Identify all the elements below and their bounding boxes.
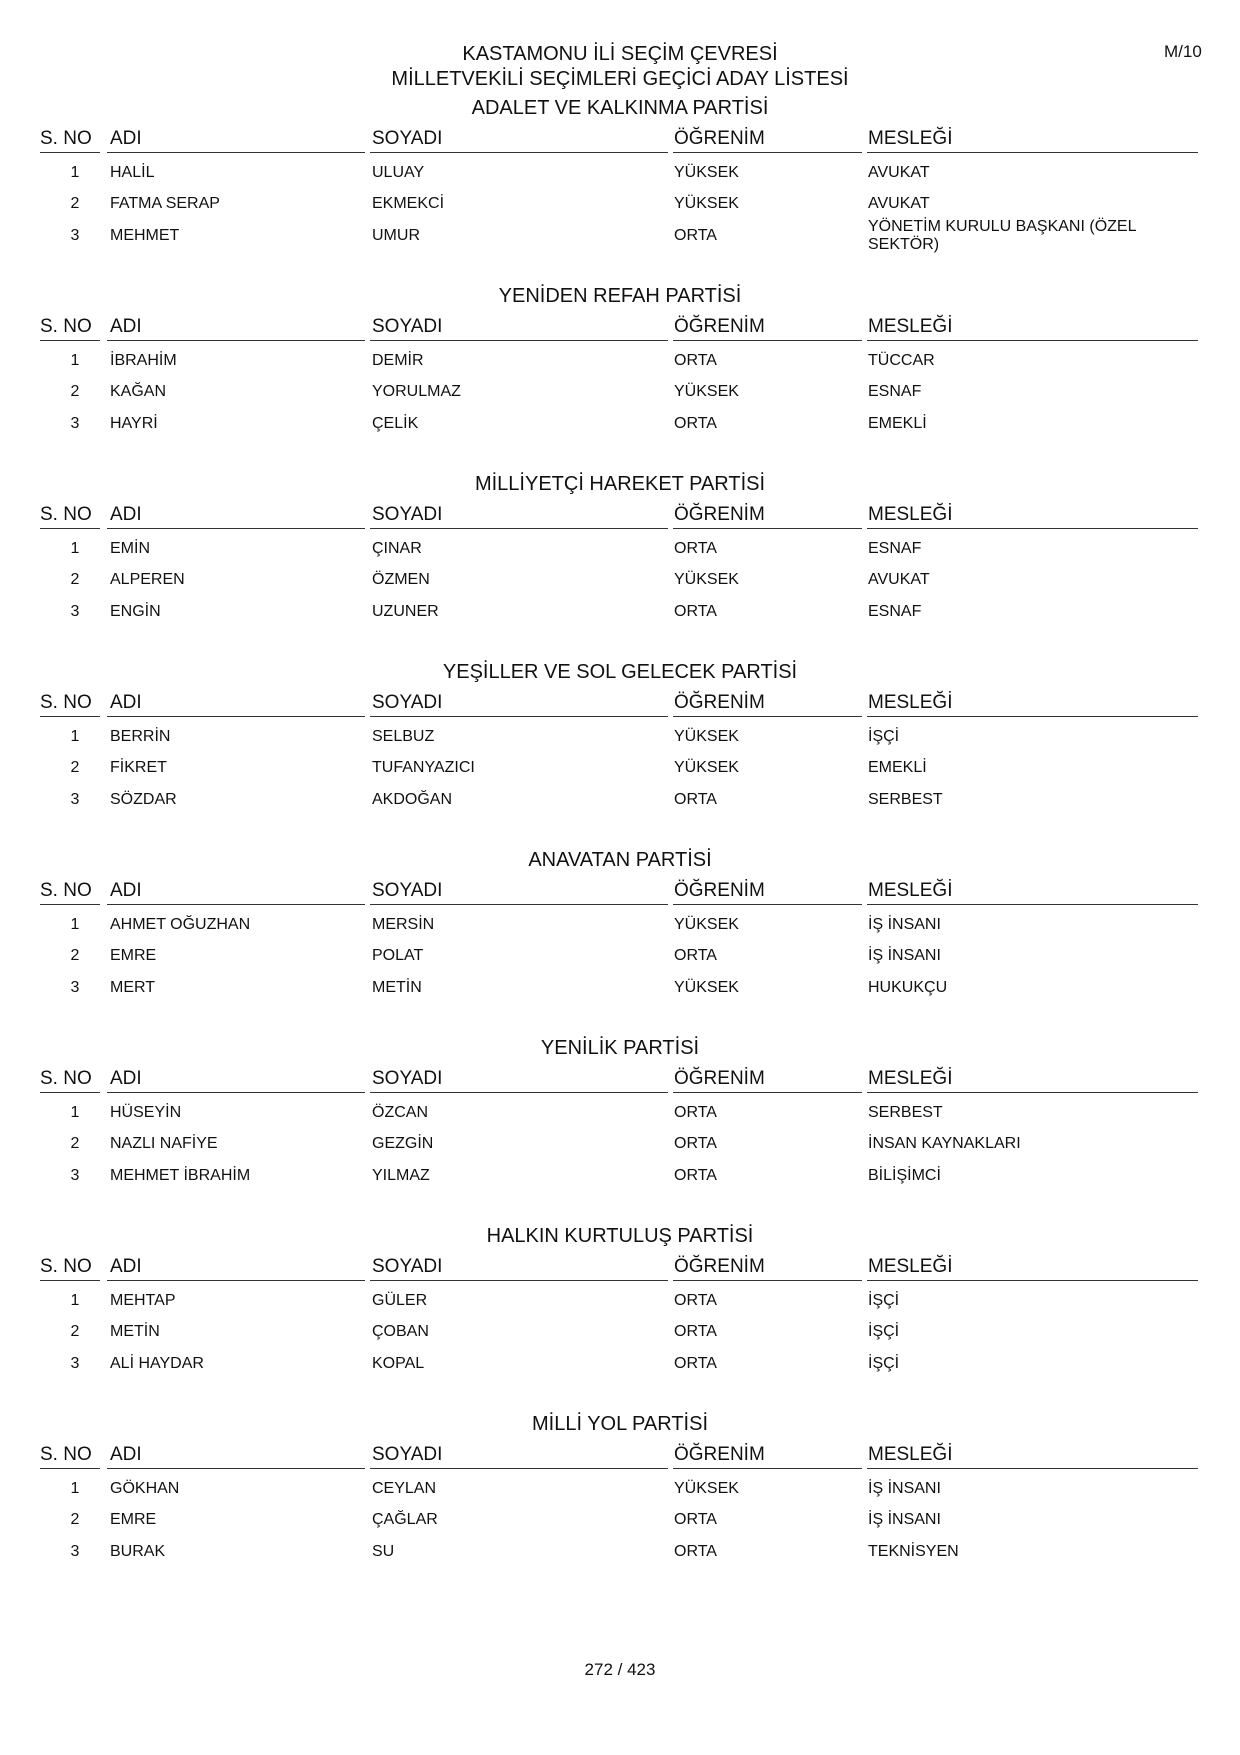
profession: TÜCCAR (868, 352, 935, 369)
education-level: ORTA (674, 540, 717, 557)
profession: İŞ İNSANI (868, 1480, 941, 1497)
header-underline (107, 1092, 365, 1093)
header-underline (107, 528, 365, 529)
row-number: 2 (70, 1323, 80, 1340)
header-underline (40, 904, 100, 905)
candidate-surname: DEMİR (372, 352, 424, 369)
column-header: MESLEĞİ (868, 1444, 953, 1465)
profession: İŞ İNSANI (868, 1511, 941, 1528)
table-row (0, 565, 1240, 595)
header-underline (107, 904, 365, 905)
table-row (0, 1537, 1240, 1567)
row-number: 3 (70, 1167, 80, 1184)
education-level: YÜKSEK (674, 383, 739, 400)
header-underline (673, 152, 862, 153)
table-row (0, 1317, 1240, 1347)
profession: AVUKAT (868, 571, 930, 588)
column-header: ADI (110, 880, 142, 901)
column-header: SOYADI (372, 1444, 443, 1465)
party-title: YENİLİK PARTİSİ (540, 1037, 700, 1059)
education-level: YÜKSEK (674, 728, 739, 745)
row-number: 1 (70, 164, 80, 181)
education-level: YÜKSEK (674, 979, 739, 996)
table-row (0, 722, 1240, 752)
row-number: 1 (70, 352, 80, 369)
row-number: 2 (70, 571, 80, 588)
candidate-surname: YORULMAZ (372, 383, 461, 400)
header-underline (867, 1468, 1198, 1469)
header-underline (40, 1468, 100, 1469)
table-header (0, 688, 1240, 720)
column-header: ADI (110, 1068, 142, 1089)
row-number: 3 (70, 415, 80, 432)
party-title: ANAVATAN PARTİSİ (528, 849, 712, 871)
table-row (0, 753, 1240, 783)
education-level: ORTA (674, 227, 717, 244)
profession: EMEKLİ (868, 415, 927, 432)
profession: İŞÇİ (868, 1323, 900, 1340)
profession: ESNAF (868, 603, 922, 620)
candidate-name: NAZLI NAFİYE (110, 1135, 218, 1152)
column-header: S. NO (40, 1068, 92, 1089)
column-header: ADI (110, 316, 142, 337)
profession: AVUKAT (868, 195, 930, 212)
column-header: SOYADI (372, 692, 443, 713)
education-level: ORTA (674, 1355, 717, 1372)
table-row (0, 910, 1240, 940)
header-underline (867, 904, 1198, 905)
education-level: YÜKSEK (674, 571, 739, 588)
candidate-surname: EKMEKCİ (372, 195, 445, 212)
header-underline (40, 340, 100, 341)
column-header: S. NO (40, 128, 92, 149)
page-number: 272 / 423 (584, 1660, 656, 1679)
header-underline (370, 528, 668, 529)
column-header: SOYADI (372, 504, 443, 525)
header-underline (867, 340, 1198, 341)
party-title: MİLLİ YOL PARTİSİ (532, 1413, 708, 1435)
candidate-name: BERRİN (110, 728, 171, 745)
candidate-surname: METİN (372, 979, 422, 996)
profession: İŞ İNSANI (868, 916, 941, 933)
column-header: ADI (110, 1256, 142, 1277)
column-header: ÖĞRENİM (674, 1444, 765, 1465)
candidate-name: KAĞAN (110, 383, 167, 400)
profession: TEKNİSYEN (868, 1543, 959, 1560)
column-header: S. NO (40, 692, 92, 713)
candidate-surname: GEZGİN (372, 1135, 434, 1152)
candidate-surname: SELBUZ (372, 728, 435, 745)
table-row (0, 218, 1240, 253)
table-header (0, 124, 1240, 156)
table-row (0, 377, 1240, 407)
table-row (0, 1286, 1240, 1316)
candidate-surname: ÇELİK (372, 415, 419, 432)
profession: ESNAF (868, 540, 922, 557)
column-header: SOYADI (372, 1256, 443, 1277)
column-header: ÖĞRENİM (674, 128, 765, 149)
header-underline (673, 1280, 862, 1281)
candidate-name: İBRAHİM (110, 352, 177, 369)
row-number: 2 (70, 1135, 80, 1152)
party-title: YEŞİLLER VE SOL GELECEK PARTİSİ (442, 661, 798, 683)
header-underline (867, 1280, 1198, 1281)
party-lists (0, 97, 1240, 1628)
header-underline (370, 1468, 668, 1469)
column-header: ADI (110, 504, 142, 525)
table-header (0, 876, 1240, 908)
profession: ESNAF (868, 383, 922, 400)
column-header: ÖĞRENİM (674, 316, 765, 337)
row-number: 2 (70, 1511, 80, 1528)
row-number: 3 (70, 1543, 80, 1560)
column-header: MESLEĞİ (868, 1068, 953, 1089)
profession: SERBEST (868, 791, 943, 808)
header-underline (40, 716, 100, 717)
candidate-name: HAYRİ (110, 415, 158, 432)
column-header: SOYADI (372, 1068, 443, 1089)
candidate-name: MEHTAP (110, 1292, 176, 1309)
column-header: MESLEĞİ (868, 128, 953, 149)
candidate-name: AHMET OĞUZHAN (110, 916, 251, 933)
column-header: S. NO (40, 316, 92, 337)
candidate-name: ALİ HAYDAR (110, 1355, 204, 1372)
column-header: SOYADI (372, 880, 443, 901)
candidate-surname: ULUAY (372, 164, 425, 181)
header-underline (673, 1468, 862, 1469)
candidate-surname: ÇOBAN (372, 1323, 429, 1340)
table-row (0, 1129, 1240, 1159)
column-header: ÖĞRENİM (674, 504, 765, 525)
education-level: YÜKSEK (674, 916, 739, 933)
candidate-surname: SU (372, 1543, 395, 1560)
row-number: 2 (70, 759, 80, 776)
column-header: ÖĞRENİM (674, 1256, 765, 1277)
header-underline (867, 716, 1198, 717)
row-number: 1 (70, 1292, 80, 1309)
education-level: ORTA (674, 415, 717, 432)
table-row (0, 1349, 1240, 1379)
candidate-surname: AKDOĞAN (372, 791, 453, 808)
column-header: ÖĞRENİM (674, 692, 765, 713)
table-row (0, 973, 1240, 1003)
education-level: ORTA (674, 1323, 717, 1340)
education-level: YÜKSEK (674, 195, 739, 212)
row-number: 2 (70, 383, 80, 400)
row-number: 3 (70, 227, 80, 244)
profession: İŞÇİ (868, 728, 900, 745)
column-header: S. NO (40, 504, 92, 525)
candidate-name: SÖZDAR (110, 791, 177, 808)
column-header: MESLEĞİ (868, 504, 953, 525)
candidate-surname: KOPAL (372, 1355, 425, 1372)
candidate-name: EMİN (110, 540, 150, 557)
header-underline (107, 1468, 365, 1469)
column-header: ADI (110, 128, 142, 149)
header-underline (673, 716, 862, 717)
column-header: ÖĞRENİM (674, 1068, 765, 1089)
education-level: ORTA (674, 1292, 717, 1309)
header-underline (370, 152, 668, 153)
education-level: ORTA (674, 352, 717, 369)
column-header: MESLEĞİ (868, 880, 953, 901)
profession: AVUKAT (868, 164, 930, 181)
candidate-name: EMRE (110, 947, 157, 964)
row-number: 3 (70, 1355, 80, 1372)
education-level: YÜKSEK (674, 1480, 739, 1497)
header-underline (673, 904, 862, 905)
column-header: S. NO (40, 1444, 92, 1465)
candidate-surname: YILMAZ (372, 1167, 430, 1184)
row-number: 1 (70, 728, 80, 745)
column-header: S. NO (40, 880, 92, 901)
candidate-surname: TUFANYAZICI (372, 759, 475, 776)
table-row (0, 346, 1240, 376)
header-underline (40, 1092, 100, 1093)
profession: İŞ İNSANI (868, 947, 941, 964)
column-header: S. NO (40, 1256, 92, 1277)
header-underline (370, 716, 668, 717)
table-row (0, 941, 1240, 971)
education-level: ORTA (674, 1104, 717, 1121)
candidate-name: HALİL (110, 164, 155, 181)
party-title: MİLLİYETÇİ HAREKET PARTİSİ (474, 473, 766, 495)
header-underline (370, 904, 668, 905)
candidate-surname: GÜLER (372, 1292, 428, 1309)
education-level: YÜKSEK (674, 164, 739, 181)
candidate-name: FİKRET (110, 759, 167, 776)
header-underline (107, 340, 365, 341)
table-row (0, 158, 1240, 188)
row-number: 2 (70, 947, 80, 964)
candidate-surname: ÖZCAN (372, 1104, 428, 1121)
column-header: SOYADI (372, 128, 443, 149)
document-code: M/10 (1164, 42, 1202, 61)
header-underline (107, 152, 365, 153)
table-row (0, 1505, 1240, 1535)
candidate-name: MEHMET (110, 227, 180, 244)
header-underline (40, 152, 100, 153)
header-underline (107, 1280, 365, 1281)
candidate-surname: ÇAĞLAR (372, 1511, 438, 1528)
header-underline (673, 528, 862, 529)
column-header: MESLEĞİ (868, 1256, 953, 1277)
party-title: YENİDEN REFAH PARTİSİ (498, 285, 742, 307)
row-number: 1 (70, 540, 80, 557)
profession: HUKUKÇU (868, 979, 948, 996)
candidate-surname: MERSİN (372, 916, 435, 933)
education-level: ORTA (674, 791, 717, 808)
candidate-name: GÖKHAN (110, 1480, 180, 1497)
education-level: YÜKSEK (674, 759, 739, 776)
candidate-surname: CEYLAN (372, 1480, 437, 1497)
candidate-surname: UMUR (372, 227, 420, 244)
column-header: SOYADI (372, 316, 443, 337)
header-underline (370, 1280, 668, 1281)
column-header: ADI (110, 1444, 142, 1465)
header-underline (40, 528, 100, 529)
row-number: 3 (70, 979, 80, 996)
candidate-name: METİN (110, 1323, 160, 1340)
table-row (0, 1161, 1240, 1191)
profession: İNSAN KAYNAKLARI (868, 1135, 1021, 1152)
row-number: 2 (70, 195, 80, 212)
header-underline (673, 1092, 862, 1093)
candidate-name: MEHMET İBRAHİM (110, 1167, 251, 1184)
header-underline (867, 152, 1198, 153)
candidate-surname: UZUNER (372, 603, 439, 620)
table-header (0, 312, 1240, 344)
header-line-list-title: MİLLETVEKİLİ SEÇİMLERİ GEÇİCİ ADAY LİSTESİ (391, 68, 849, 90)
party-title: ADALET VE KALKINMA PARTİSİ (471, 97, 769, 119)
table-row (0, 409, 1240, 439)
candidate-name: ENGİN (110, 603, 161, 620)
candidate-name: FATMA SERAP (110, 195, 220, 212)
row-number: 1 (70, 1104, 80, 1121)
header-underline (370, 340, 668, 341)
profession: SERBEST (868, 1104, 943, 1121)
profession: BİLİŞİMCİ (868, 1167, 941, 1184)
education-level: ORTA (674, 947, 717, 964)
header-underline (867, 528, 1198, 529)
candidate-surname: ÇINAR (372, 540, 422, 557)
candidate-surname: POLAT (372, 947, 424, 964)
header-underline (867, 1092, 1198, 1093)
table-row (0, 534, 1240, 564)
table-header (0, 500, 1240, 532)
profession: İŞÇİ (868, 1355, 900, 1372)
candidate-name: BURAK (110, 1543, 166, 1560)
row-number: 1 (70, 1480, 80, 1497)
education-level: ORTA (674, 1543, 717, 1560)
education-level: ORTA (674, 603, 717, 620)
header-underline (673, 340, 862, 341)
header-line-province: KASTAMONU İLİ SEÇİM ÇEVRESİ (462, 43, 778, 65)
profession: EMEKLİ (868, 759, 927, 776)
header-underline (107, 716, 365, 717)
column-header: ADI (110, 692, 142, 713)
education-level: ORTA (674, 1511, 717, 1528)
table-header (0, 1252, 1240, 1284)
candidate-name: ALPEREN (110, 571, 185, 588)
party-title: HALKIN KURTULUŞ PARTİSİ (486, 1225, 754, 1247)
header-underline (40, 1280, 100, 1281)
education-level: ORTA (674, 1135, 717, 1152)
candidate-name: HÜSEYİN (110, 1104, 182, 1121)
profession: İŞÇİ (868, 1292, 900, 1309)
row-number: 3 (70, 791, 80, 808)
header-underline (370, 1092, 668, 1093)
education-level: ORTA (674, 1167, 717, 1184)
candidate-name: EMRE (110, 1511, 157, 1528)
candidate-name: MERT (110, 979, 156, 996)
row-number: 1 (70, 916, 80, 933)
row-number: 3 (70, 603, 80, 620)
table-header (0, 1064, 1240, 1096)
column-header: MESLEĞİ (868, 692, 953, 713)
table-row (0, 189, 1240, 219)
table-row (0, 785, 1240, 815)
table-row (0, 597, 1240, 627)
page-header (0, 42, 1240, 92)
table-row (0, 1474, 1240, 1504)
profession: YÖNETİM KURULU BAŞKANI (ÖZEL SEKTÖR) (868, 218, 1136, 253)
column-header: ÖĞRENİM (674, 880, 765, 901)
table-header (0, 1440, 1240, 1472)
column-header: MESLEĞİ (868, 316, 953, 337)
party-section (0, 1413, 1240, 1628)
candidate-surname: ÖZMEN (372, 571, 430, 588)
table-row (0, 1098, 1240, 1128)
